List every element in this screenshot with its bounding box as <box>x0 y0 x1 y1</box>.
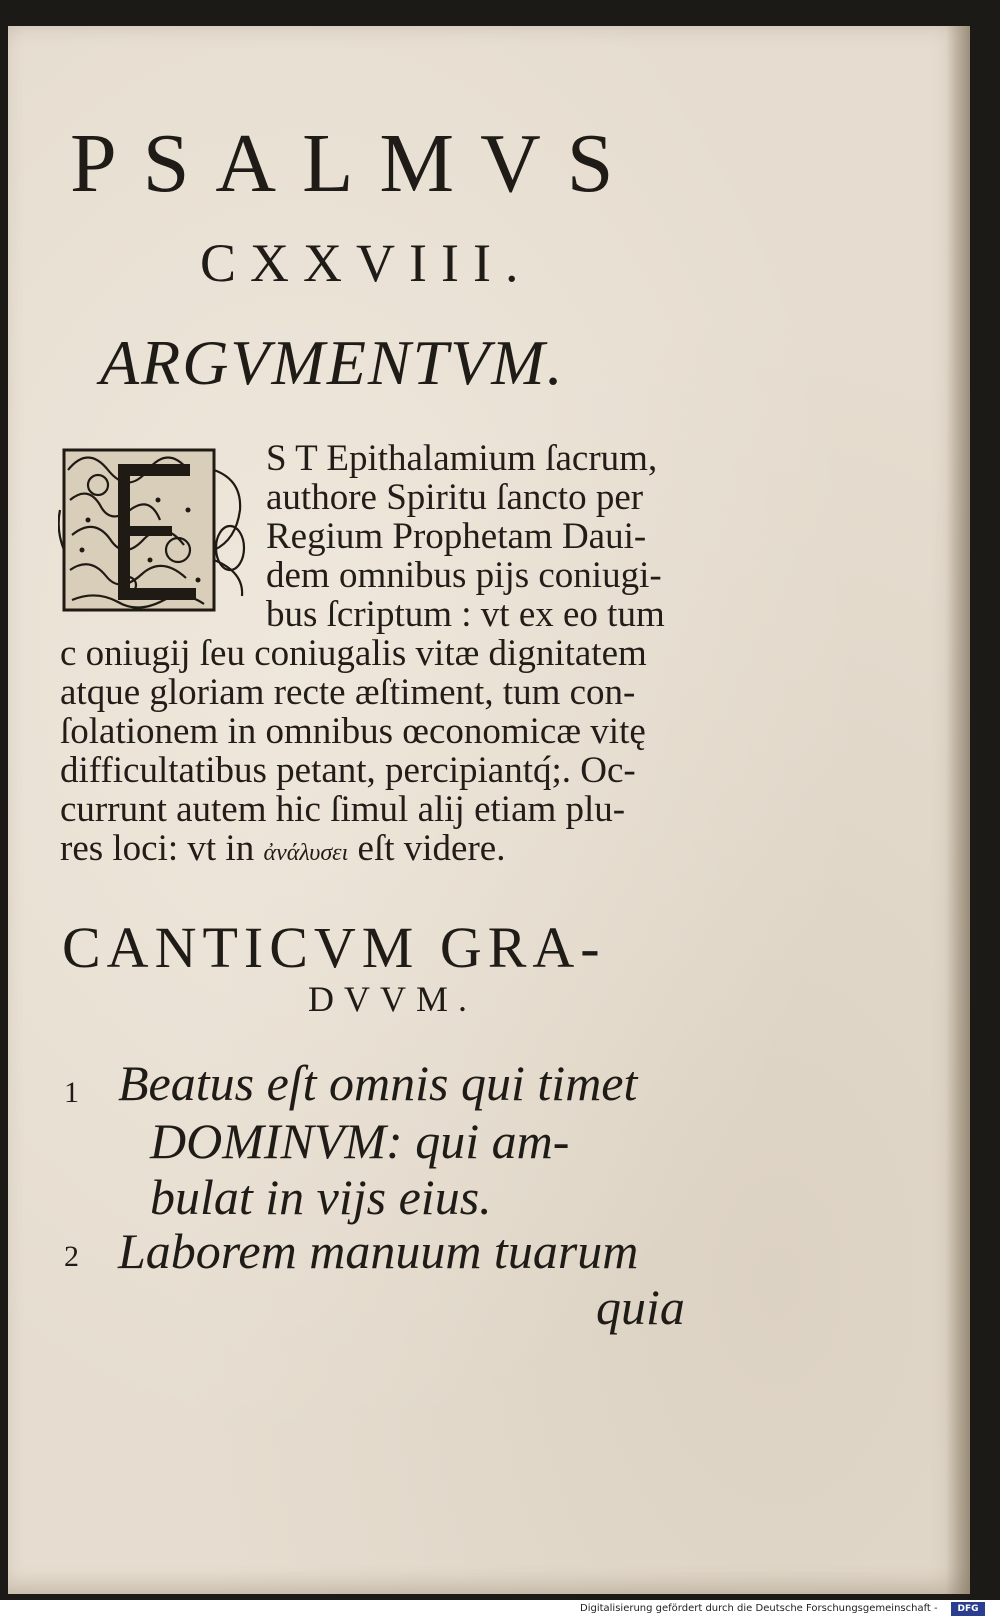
argument-line: S T Epithalamium ſacrum, <box>266 438 658 479</box>
argument-line: res loci: vt in <box>60 828 255 869</box>
argument-line: bus ſcriptum : vt ex eo tum <box>266 594 665 635</box>
argument-line: c oniugij ſeu coniugalis vitæ dignitatem <box>60 633 647 674</box>
decorated-initial <box>58 440 252 628</box>
greek-word: ἀνάλυσει <box>263 840 349 866</box>
dfg-logo: DFG <box>951 1602 985 1616</box>
digitization-credit: Digitalisierung gefördert durch die Deutsche Forschungsgemeinschaft - <box>580 1603 938 1614</box>
argument-line: difficultatibus petant, percipiantq́;. Oc- <box>60 750 636 791</box>
argument-line: Regium Prophetam Daui- <box>266 516 647 557</box>
verse-line: Laborem manuum tuarum <box>118 1223 639 1279</box>
verse-line: bulat in vijs eius. <box>150 1169 492 1225</box>
argument-line: atque gloriam recte æſtiment, tum con- <box>60 672 636 713</box>
argument-line: ſolationem in omnibus œconomicæ vitę <box>60 711 646 752</box>
verse-line: Beatus eſt omnis qui timet <box>118 1055 638 1111</box>
argument-line-end: eſt videre. <box>357 828 506 869</box>
argument-last-line <box>60 830 505 867</box>
argument-line: authore Spiritu ſancto per <box>266 477 644 518</box>
section-title: CANTICVM GRA- <box>62 915 606 980</box>
psalm-number: CXXVIII. <box>200 233 533 293</box>
argument-line: dem omnibus pijs coniugi- <box>266 555 662 596</box>
psalm-title: PSALMVS <box>70 117 640 210</box>
section-title-end: DVVM. <box>308 979 478 1019</box>
woodcut-initial-ornament <box>58 440 252 628</box>
verse-number: 2 <box>64 1240 79 1273</box>
page-edge-shadow <box>946 26 970 1594</box>
catchword: quia <box>596 1279 685 1335</box>
argument-line: currunt autem hic ſimul alij etiam plu- <box>60 789 626 830</box>
verse-number: 1 <box>64 1076 79 1109</box>
verse-line: DOMINVM: qui am- <box>150 1113 570 1169</box>
argumentum-heading: ARGVMENTVM. <box>100 327 565 398</box>
